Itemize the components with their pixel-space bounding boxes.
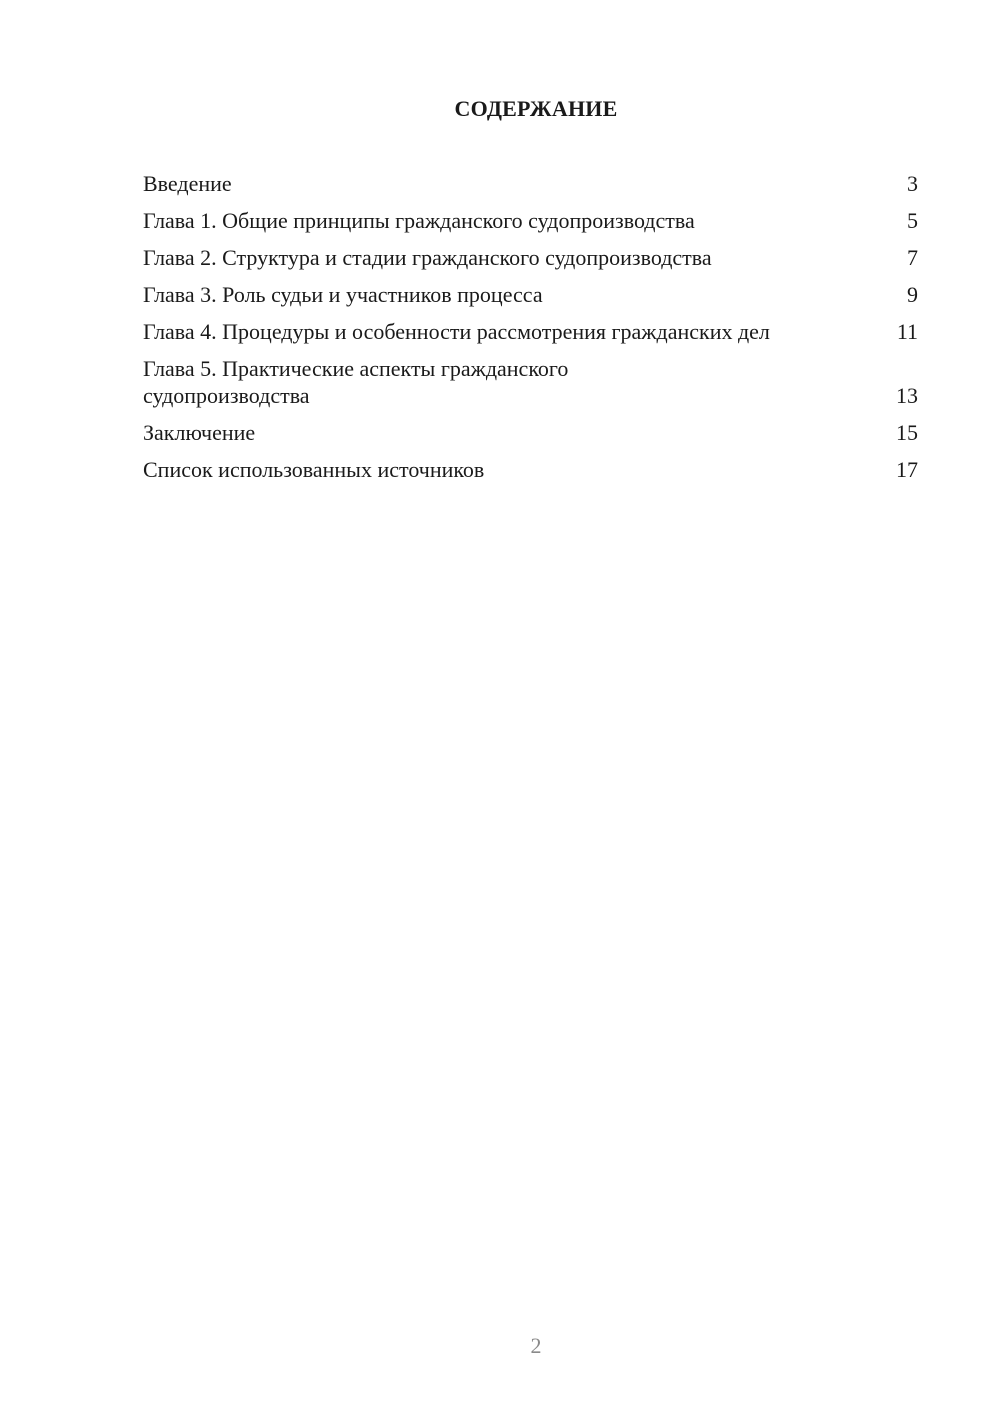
toc-entry-page: 5 [907, 208, 918, 233]
toc-entry-text: Глава 5. Практические аспекты гражданского судопроизводства [143, 356, 569, 408]
toc-entry-text: Глава 2. Структура и стадии гражданского судопроизводства [143, 245, 712, 270]
toc-entry-chapter-2[interactable] [143, 244, 918, 271]
toc-entry-text: Заключение [143, 420, 256, 445]
toc-entry-page: 7 [907, 245, 918, 270]
toc-entry-text: Введение [143, 171, 232, 196]
page-title: СОДЕРЖАНИЕ [454, 96, 618, 121]
toc-entry-chapter-1[interactable] [143, 207, 918, 234]
toc-entry-introduction[interactable] [143, 170, 918, 197]
toc-entry-chapter-4[interactable] [143, 318, 918, 345]
toc-entry-chapter-5[interactable] [143, 355, 918, 409]
toc-entry-page: 13 [896, 383, 918, 408]
toc-entry-text: Глава 1. Общие принципы гражданского судопроизводства [143, 208, 695, 233]
toc-entry-page: 17 [896, 457, 918, 482]
table-of-contents [143, 170, 918, 493]
toc-entry-references[interactable] [143, 456, 918, 483]
toc-entry-page: 9 [907, 282, 918, 307]
toc-entry-page: 11 [896, 319, 918, 344]
toc-entry-chapter-3[interactable] [143, 281, 918, 308]
toc-entry-text: Глава 3. Роль судьи и участников процесса [143, 282, 543, 307]
toc-entry-page: 3 [907, 171, 918, 196]
page-number: 2 [530, 1333, 542, 1358]
toc-entry-conclusion[interactable] [143, 419, 918, 446]
toc-entry-page: 15 [896, 420, 918, 445]
toc-entry-text: Глава 4. Процедуры и особенности рассмотрения гражданских дел [143, 319, 770, 344]
toc-entry-text: Список использованных источников [143, 457, 485, 482]
